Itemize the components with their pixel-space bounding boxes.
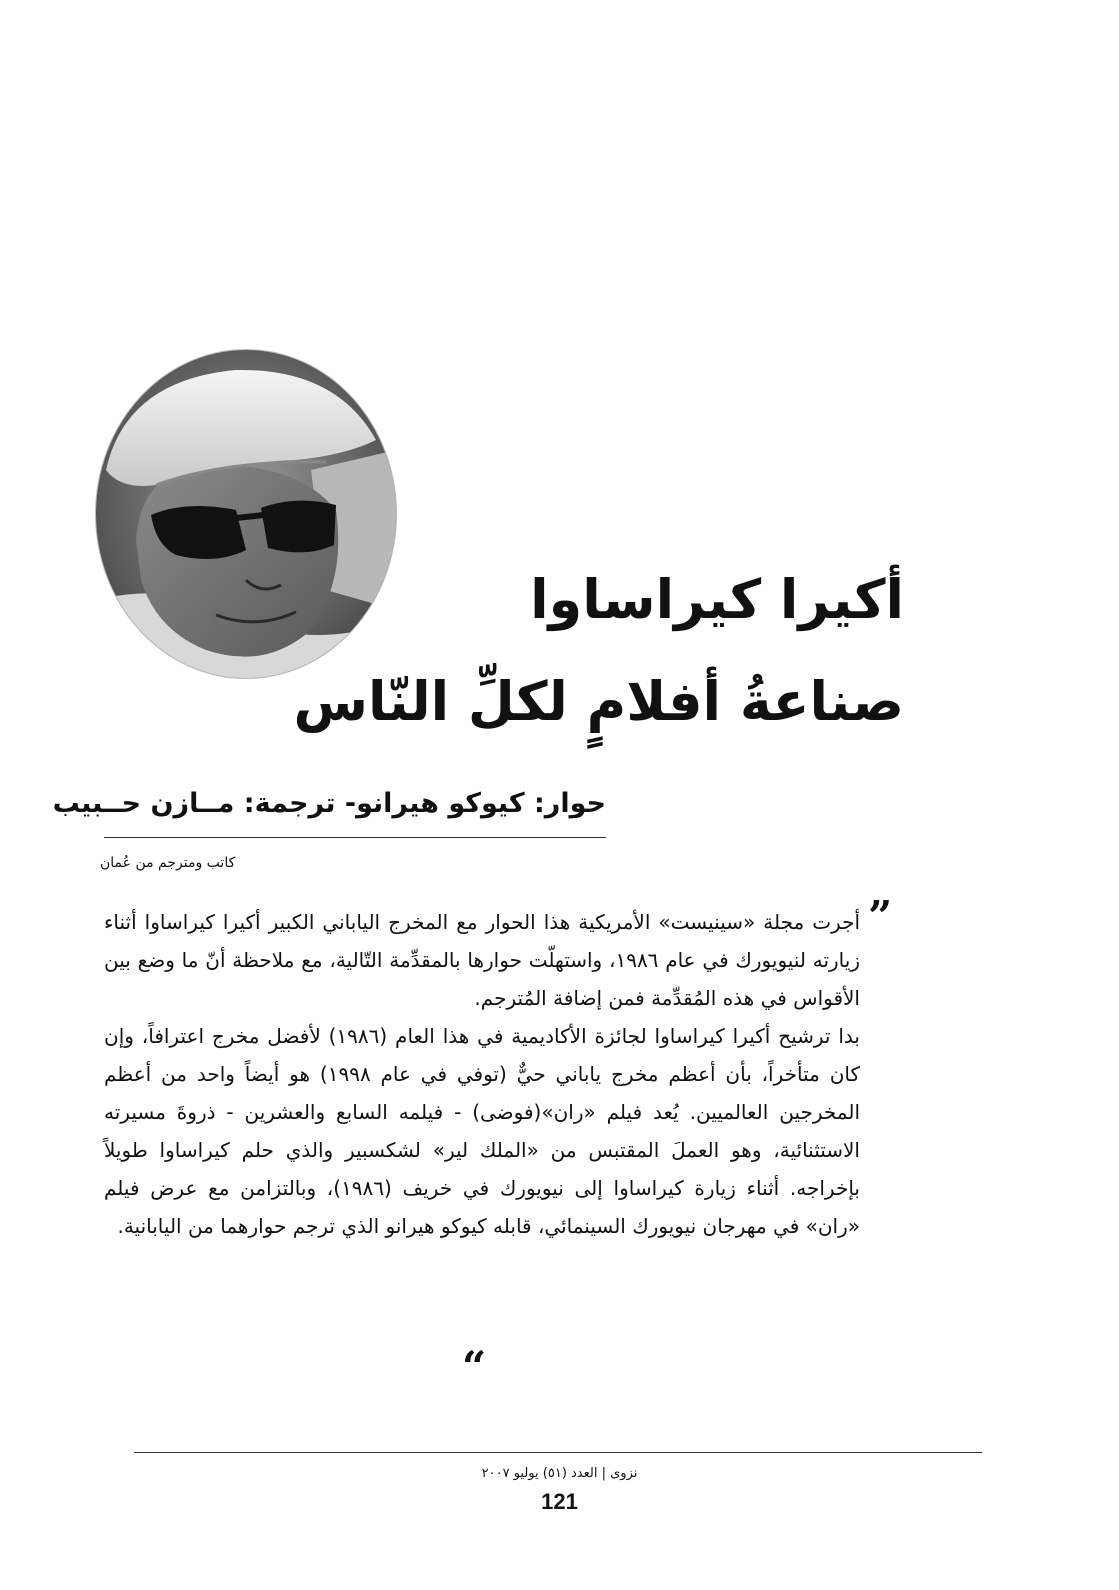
opening-quote-mark: ”: [868, 892, 893, 941]
intro-paragraph: أجرت مجلة «سينيست» الأمريكية هذا الحوار مع المخرج الياباني الكبير أكيرا كيراساوا أثناء زيارته لنيويورك في عام ١٩٨٦، واستهلّت حوارها بالمقدِّمة التّالية، مع ملاحظة أنّ ما وضع بين الأقواس في هذه المُقدِّمة فمن إضافة المُترجم.: [104, 910, 861, 1010]
translator-note: كاتب ومترجم من عُمان: [100, 855, 236, 871]
page-number: 121: [541, 1489, 578, 1514]
intro-paragraph: بدا ترشيح أكيرا كيراساوا لجائزة الأكاديمية في هذا العام (١٩٨٦) لأفضل مخرج اعترافاً، وإن كان متأخراً، بأن أعظم مخرج ياباني حيٌّ (توفي في عام ١٩٩٨) هو أيضاً واحد من أعظم المخرجين العالميين. يُعد فيلم «ران»(فوضى) - فيلمه السابع والعشرين - ذروةَ مسيرته الاستثنائية، وهو العملَ المقتبس من «الملك لير» لشكسبير والذي حلم كيراساوا طويلاً بإخراجه. أثناء زيارة كيراساوا إلى نيويورك في خريف (١٩٨٦)، وبالتزامن مع عرض فيلم «ران» في مهرجان نيويورك السينمائي، قابله كيوكو هيرانو الذي ترجم حوارهما من اليابانية.: [104, 1024, 861, 1238]
intro-text: [104, 903, 860, 1245]
footer-divider: [134, 1452, 982, 1453]
byline: حوار: كيوكو هيرانو- ترجمة: مــازن حــبيب: [52, 788, 606, 819]
byline-divider: [104, 837, 606, 838]
closing-quote-mark: “: [462, 1342, 487, 1391]
kurosawa-portrait-photo: [96, 350, 396, 678]
article-title-line-2: صناعةُ أفلامٍ لكلِّ النّاس: [293, 670, 904, 733]
issue-info: نزوى | العدد (٥١) يوليو ٢٠٠٧: [481, 1466, 638, 1481]
article-title-line-1: أكيرا كيراساوا: [530, 568, 904, 631]
portrait-image: [96, 350, 396, 678]
